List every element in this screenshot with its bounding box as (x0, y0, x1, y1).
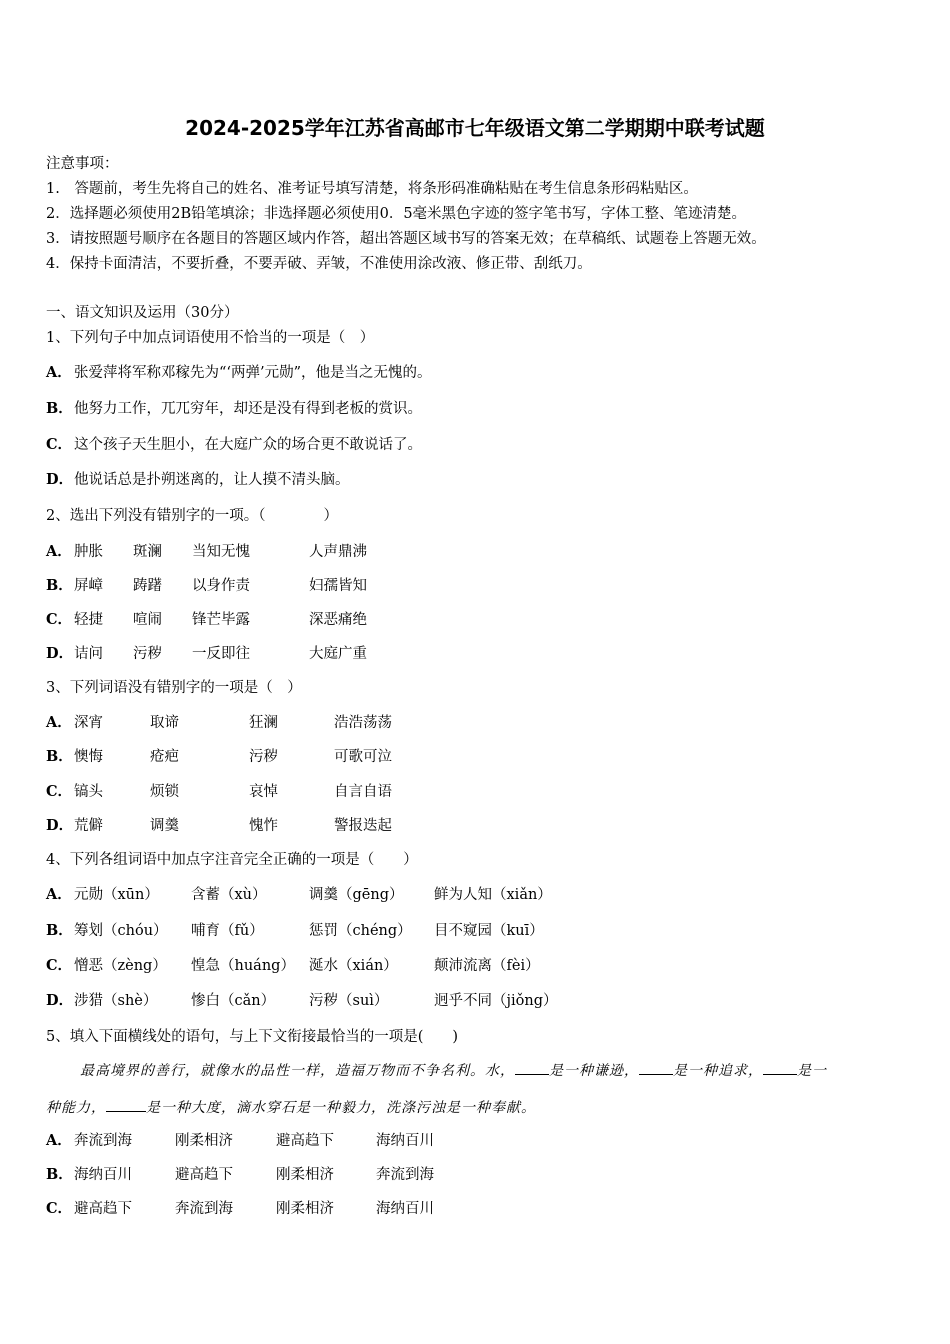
passage-text: 最高境界的善行，就像水的品性一样，造福万物而不争名利。水， (80, 1063, 515, 1079)
question-2-stem: 2、选出下列没有错别字的一项。（ ） (46, 508, 338, 524)
option-word: 以身作责 (192, 578, 250, 594)
passage-text: 是一种谦逊， (549, 1063, 639, 1079)
option-word: 哺育（fǔ） (191, 923, 264, 939)
option-word: 颠沛流离（fèi） (434, 958, 540, 974)
option-label: B． (46, 748, 73, 765)
fill-blank[interactable] (639, 1060, 673, 1075)
option-word: 取谛 (150, 715, 179, 731)
option-word: 目不窥园（kuī） (434, 923, 544, 939)
option-label: B． (46, 400, 73, 417)
q2-option-c[interactable] (46, 608, 746, 630)
option-word: 人声鼎沸 (309, 544, 367, 560)
option-label: C． (46, 957, 73, 974)
q2-option-a[interactable] (46, 540, 746, 562)
q5-option-a[interactable] (46, 1129, 746, 1151)
option-label: A． (46, 714, 72, 731)
option-word: 踌躇 (133, 578, 162, 594)
option-word: 避高趋下 (175, 1167, 233, 1183)
q5-passage-line-1 (80, 1060, 940, 1080)
option-label: D． (46, 645, 74, 662)
q1-option-b[interactable] (46, 397, 422, 419)
option-word: 当知无愧 (192, 544, 250, 560)
option-word: 肿胀 (74, 544, 103, 560)
option-word: 妇孺皆知 (309, 578, 367, 594)
option-word: 憎恶（zèng） (74, 958, 167, 974)
option-label: D． (46, 992, 74, 1009)
q1-option-d[interactable] (46, 468, 350, 490)
option-word: 可歌可泣 (334, 749, 392, 765)
option-word: 惨白（cǎn） (191, 993, 276, 1009)
option-word: 筹划（chóu） (74, 923, 168, 939)
passage-text: 是一种追求， (673, 1063, 763, 1079)
option-text: 他努力工作，兀兀穷年，却还是没有得到老板的赏识。 (74, 401, 422, 417)
q1-option-c[interactable] (46, 433, 422, 455)
option-word: 涉猎（shè） (74, 993, 158, 1009)
option-word: 狂澜 (249, 715, 278, 731)
option-word: 污秽 (133, 646, 162, 662)
option-word: 避高趋下 (74, 1201, 132, 1217)
q4-option-d[interactable] (46, 989, 746, 1011)
q3-option-b[interactable] (46, 745, 746, 767)
option-word: 浩浩荡荡 (334, 715, 392, 731)
option-word: 懊悔 (74, 749, 103, 765)
option-word: 海纳百川 (74, 1167, 132, 1183)
option-text: 张爱萍将军称邓稼先为“‘两弹’元勋”，他是当之无愧的。 (74, 365, 432, 381)
option-word: 海纳百川 (376, 1133, 434, 1149)
q4-option-a[interactable] (46, 883, 746, 905)
option-word: 元勋（xūn） (74, 887, 159, 903)
q2-option-b[interactable] (46, 574, 746, 596)
option-label: B． (46, 577, 73, 594)
q3-option-d[interactable] (46, 814, 746, 836)
page-title: 2024-2025学年江苏省高邮市七年级语文第二学期期中联考试题 (185, 116, 765, 140)
option-word: 调羹（gēng） (309, 887, 404, 903)
option-word: 迥乎不同（jiǒng） (434, 993, 558, 1009)
option-word: 哀悼 (249, 784, 278, 800)
option-word: 污秽（suì） (309, 993, 389, 1009)
option-label: C． (46, 436, 73, 453)
option-word: 涎水（xián） (309, 958, 398, 974)
option-word: 疮疤 (150, 749, 179, 765)
fill-blank[interactable] (763, 1060, 797, 1075)
option-label: B． (46, 1166, 73, 1183)
notice-item: 3．请按照题号顺序在各题目的答题区域内作答，超出答题区域书写的答案无效；在草稿纸、试题卷上答题无效。 (46, 231, 766, 247)
option-word: 避高趋下 (276, 1133, 334, 1149)
option-label: A． (46, 1132, 72, 1149)
question-1-stem: 1、下列句子中加点词语使用不恰当的一项是（ ） (46, 330, 375, 346)
option-label: C． (46, 783, 73, 800)
q5-option-b[interactable] (46, 1163, 746, 1185)
option-text: 这个孩子天生胆小，在大庭广众的场合更不敢说话了。 (74, 437, 422, 453)
option-word: 大庭广重 (309, 646, 367, 662)
option-label: C． (46, 611, 73, 628)
option-word: 愧怍 (249, 818, 278, 834)
passage-text: 是一 (797, 1063, 827, 1079)
option-word: 刚柔相济 (175, 1133, 233, 1149)
option-word: 含蓄（xù） (191, 887, 267, 903)
option-label: A． (46, 543, 72, 560)
option-word: 喧闹 (133, 612, 162, 628)
option-label: D． (46, 471, 74, 488)
q5-passage-line-2 (46, 1097, 906, 1117)
option-label: D． (46, 817, 74, 834)
section-heading: 一、语文知识及运用（30分） (46, 305, 239, 321)
option-word: 奔流到海 (74, 1133, 132, 1149)
notice-item: 2．选择题必须使用2B铅笔填涂；非选择题必须使用0．5毫米黑色字迹的签字笔书写，字体工整、笔迹清楚。 (46, 206, 747, 222)
option-word: 自言自语 (334, 784, 392, 800)
option-word: 奔流到海 (175, 1201, 233, 1217)
passage-text: 是一种大度，滴水穿石是一种毅力，洗涤污浊是一种奉献。 (146, 1100, 536, 1116)
question-5-stem: 5、填入下面横线处的语句，与上下文衔接最恰当的一项是( ) (46, 1029, 459, 1045)
option-word: 鲜为人知（xiǎn） (434, 887, 552, 903)
notice-heading: 注意事项： (46, 156, 119, 172)
question-4-stem: 4、下列各组词语中加点字注音完全正确的一项是（ ） (46, 852, 418, 868)
option-word: 警报迭起 (334, 818, 392, 834)
option-word: 斑澜 (133, 544, 162, 560)
fill-blank[interactable] (515, 1060, 549, 1075)
option-label: C． (46, 1200, 73, 1217)
option-word: 烦锁 (150, 784, 179, 800)
q5-option-c[interactable] (46, 1197, 746, 1219)
q3-option-a[interactable] (46, 711, 746, 733)
option-label: A． (46, 886, 72, 903)
option-word: 惩罚（chéng） (309, 923, 412, 939)
option-word: 刚柔相济 (276, 1167, 334, 1183)
option-word: 奔流到海 (376, 1167, 434, 1183)
option-word: 刚柔相济 (276, 1201, 334, 1217)
notice-item: 4．保持卡面清洁，不要折叠，不要弄破、弄皱，不准使用涂改液、修正带、刮纸刀。 (46, 256, 592, 272)
q2-option-d[interactable] (46, 642, 746, 664)
question-3-stem: 3、下列词语没有错别字的一项是（ ） (46, 680, 302, 696)
q1-option-a[interactable] (46, 361, 432, 383)
option-word: 惶急（huáng） (191, 958, 295, 974)
q3-option-c[interactable] (46, 780, 746, 802)
q4-option-b[interactable] (46, 919, 746, 941)
option-word: 屏嶂 (74, 578, 103, 594)
option-word: 轻捷 (74, 612, 103, 628)
option-word: 污秽 (249, 749, 278, 765)
option-text: 他说话总是扑朔迷离的，让人摸不清头脑。 (74, 472, 350, 488)
option-word: 镐头 (74, 784, 103, 800)
passage-text: 种能力， (46, 1100, 106, 1116)
option-word: 诘问 (74, 646, 103, 662)
option-label: A． (46, 364, 72, 381)
q4-option-c[interactable] (46, 954, 746, 976)
fill-blank[interactable] (106, 1097, 146, 1112)
option-word: 深恶痛绝 (309, 612, 367, 628)
option-word: 锋芒毕露 (192, 612, 250, 628)
option-word: 海纳百川 (376, 1201, 434, 1217)
option-word: 荒僻 (74, 818, 103, 834)
option-word: 一反即往 (192, 646, 250, 662)
option-word: 深宵 (74, 715, 103, 731)
option-word: 调羹 (150, 818, 179, 834)
notice-item: 1. 答题前，考生先将自己的姓名、准考证号填写清楚，将条形码准确粘贴在考生信息条形码粘贴区。 (46, 181, 698, 197)
option-label: B． (46, 922, 73, 939)
